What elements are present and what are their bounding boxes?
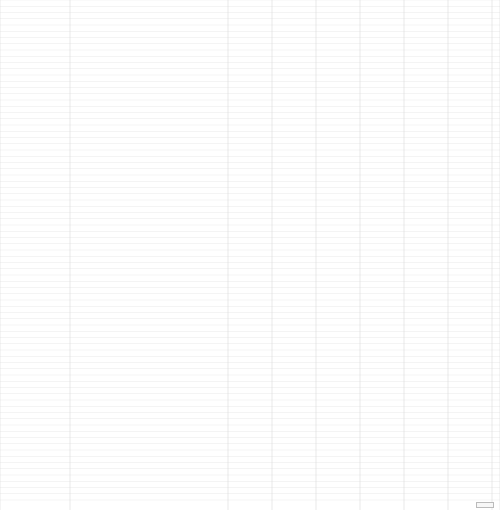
sheet-tab[interactable]	[476, 502, 494, 508]
